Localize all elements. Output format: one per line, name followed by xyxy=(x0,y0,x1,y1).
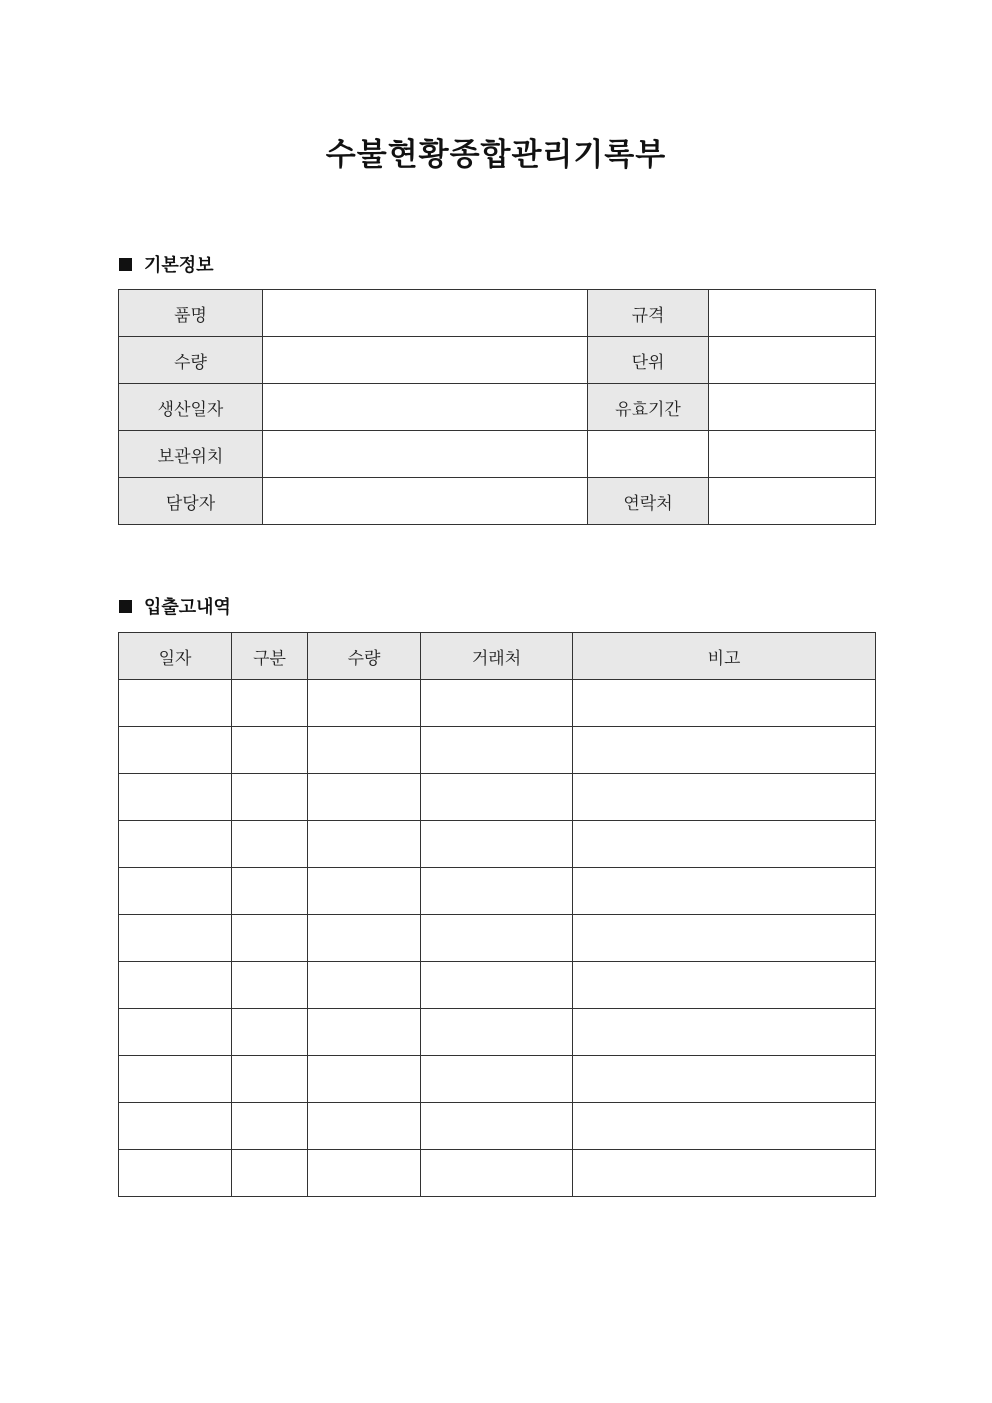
label-product-name: 품명 xyxy=(119,290,263,337)
cell-date[interactable] xyxy=(119,774,232,821)
cell-quantity[interactable] xyxy=(308,962,421,1009)
cell-client[interactable] xyxy=(421,1103,573,1150)
label-quantity: 수량 xyxy=(119,337,263,384)
cell-quantity[interactable] xyxy=(308,1009,421,1056)
cell-remarks[interactable] xyxy=(573,727,876,774)
table-row xyxy=(119,1056,876,1103)
cell-client[interactable] xyxy=(421,1150,573,1197)
field-contact[interactable] xyxy=(709,478,876,525)
cell-remarks[interactable] xyxy=(573,868,876,915)
column-header-quantity: 수량 xyxy=(308,633,421,680)
cell-type[interactable] xyxy=(232,915,308,962)
cell-type[interactable] xyxy=(232,1103,308,1150)
cell-remarks[interactable] xyxy=(573,821,876,868)
cell-date[interactable] xyxy=(119,1150,232,1197)
cell-quantity[interactable] xyxy=(308,774,421,821)
info-row-product-name xyxy=(119,290,876,337)
ledger-header-row xyxy=(119,633,876,680)
cell-type[interactable] xyxy=(232,1150,308,1197)
cell-type[interactable] xyxy=(232,868,308,915)
cell-date[interactable] xyxy=(119,915,232,962)
cell-type[interactable] xyxy=(232,962,308,1009)
cell-quantity[interactable] xyxy=(308,821,421,868)
basic-info-heading-text: 기본정보 xyxy=(144,255,214,276)
cell-client[interactable] xyxy=(421,821,573,868)
field-storage-location[interactable] xyxy=(263,431,588,478)
field-quantity[interactable] xyxy=(263,337,588,384)
cell-date[interactable] xyxy=(119,962,232,1009)
cell-date[interactable] xyxy=(119,821,232,868)
field-expiry-period[interactable] xyxy=(709,384,876,431)
table-row xyxy=(119,1150,876,1197)
label-contact: 연락처 xyxy=(588,478,709,525)
blank-value-cell[interactable] xyxy=(709,431,876,478)
cell-type[interactable] xyxy=(232,727,308,774)
info-row-quantity xyxy=(119,337,876,384)
cell-date[interactable] xyxy=(119,727,232,774)
cell-client[interactable] xyxy=(421,680,573,727)
cell-client[interactable] xyxy=(421,1056,573,1103)
document-title: 수불현황종합관리기록부 xyxy=(325,137,667,173)
column-header-type: 구분 xyxy=(232,633,308,680)
table-row xyxy=(119,962,876,1009)
cell-remarks[interactable] xyxy=(573,1056,876,1103)
cell-client[interactable] xyxy=(421,774,573,821)
field-production-date[interactable] xyxy=(263,384,588,431)
label-production-date: 생산일자 xyxy=(119,384,263,431)
cell-type[interactable] xyxy=(232,774,308,821)
cell-remarks[interactable] xyxy=(573,774,876,821)
cell-quantity[interactable] xyxy=(308,868,421,915)
column-header-client: 거래처 xyxy=(421,633,573,680)
ledger-heading-text: 입출고내역 xyxy=(144,597,231,618)
cell-quantity[interactable] xyxy=(308,680,421,727)
cell-date[interactable] xyxy=(119,1103,232,1150)
cell-date[interactable] xyxy=(119,680,232,727)
cell-quantity[interactable] xyxy=(308,1103,421,1150)
column-header-date: 일자 xyxy=(119,633,232,680)
table-row xyxy=(119,1009,876,1056)
label-manager: 담당자 xyxy=(119,478,263,525)
column-header-remarks: 비고 xyxy=(573,633,876,680)
cell-type[interactable] xyxy=(232,1009,308,1056)
table-row xyxy=(119,774,876,821)
table-row xyxy=(119,680,876,727)
blank-label-cell xyxy=(588,431,709,478)
cell-remarks[interactable] xyxy=(573,915,876,962)
cell-client[interactable] xyxy=(421,962,573,1009)
ledger-heading xyxy=(119,594,231,618)
cell-date[interactable] xyxy=(119,868,232,915)
square-bullet-icon xyxy=(119,600,132,613)
field-unit[interactable] xyxy=(709,337,876,384)
field-product-name[interactable] xyxy=(263,290,588,337)
cell-remarks[interactable] xyxy=(573,680,876,727)
label-expiry-period: 유효기간 xyxy=(588,384,709,431)
cell-quantity[interactable] xyxy=(308,1150,421,1197)
table-row xyxy=(119,868,876,915)
basic-info-table xyxy=(118,289,876,525)
table-row xyxy=(119,1103,876,1150)
cell-quantity[interactable] xyxy=(308,1056,421,1103)
cell-date[interactable] xyxy=(119,1056,232,1103)
cell-remarks[interactable] xyxy=(573,1009,876,1056)
info-row-storage-location xyxy=(119,431,876,478)
info-row-manager xyxy=(119,478,876,525)
cell-remarks[interactable] xyxy=(573,1103,876,1150)
table-row xyxy=(119,915,876,962)
basic-info-heading xyxy=(119,252,214,276)
table-row xyxy=(119,727,876,774)
field-manager[interactable] xyxy=(263,478,588,525)
label-storage-location: 보관위치 xyxy=(119,431,263,478)
cell-quantity[interactable] xyxy=(308,727,421,774)
cell-type[interactable] xyxy=(232,680,308,727)
cell-date[interactable] xyxy=(119,1009,232,1056)
label-unit: 단위 xyxy=(588,337,709,384)
table-row xyxy=(119,821,876,868)
cell-remarks[interactable] xyxy=(573,1150,876,1197)
label-specification: 규격 xyxy=(588,290,709,337)
cell-client[interactable] xyxy=(421,1009,573,1056)
cell-type[interactable] xyxy=(232,1056,308,1103)
cell-client[interactable] xyxy=(421,727,573,774)
ledger-table xyxy=(118,632,876,1197)
cell-client[interactable] xyxy=(421,915,573,962)
info-row-production-date xyxy=(119,384,876,431)
cell-type[interactable] xyxy=(232,821,308,868)
field-specification[interactable] xyxy=(709,290,876,337)
cell-quantity[interactable] xyxy=(308,915,421,962)
square-bullet-icon xyxy=(119,258,132,271)
cell-client[interactable] xyxy=(421,868,573,915)
ledger-body xyxy=(119,680,876,1197)
cell-remarks[interactable] xyxy=(573,962,876,1009)
